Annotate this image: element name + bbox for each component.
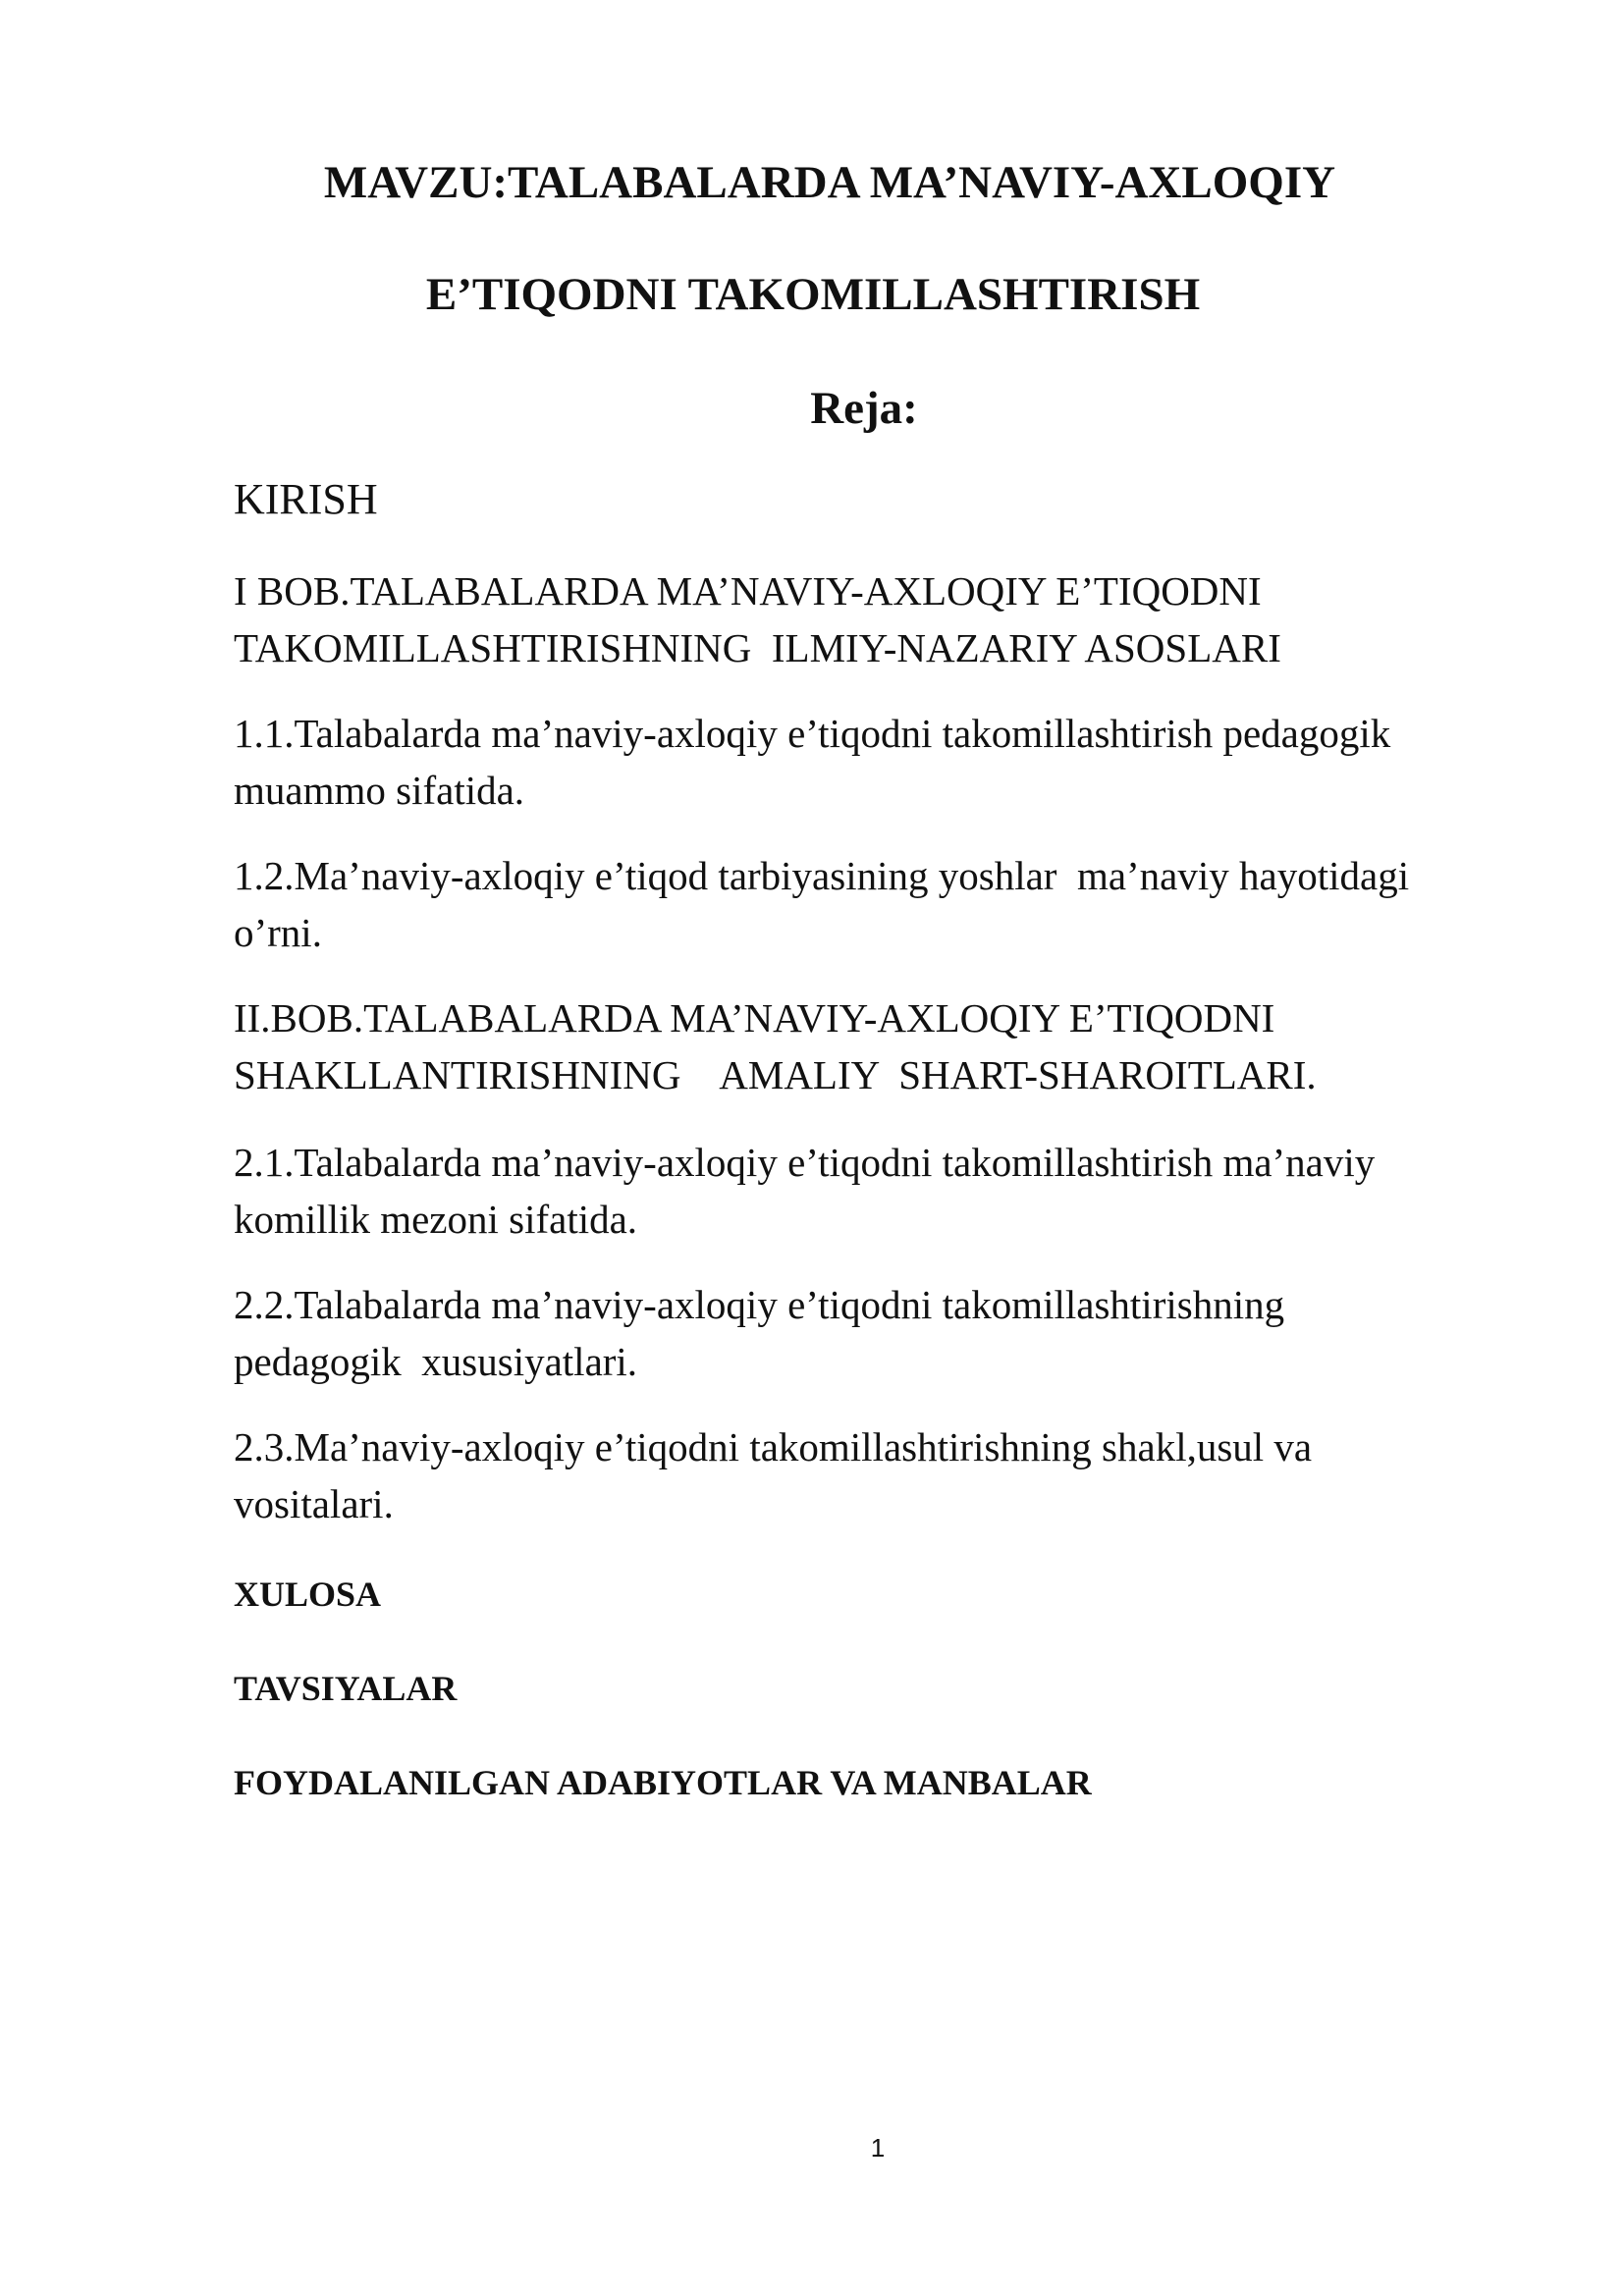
plan-item-text: 2.3.Ma’naviy-axloqiy e’tiqodni takomillashtirishning shakl,usul va [234, 1424, 1313, 1469]
plan-heading: Reja: [810, 383, 918, 434]
plan-item-introduction [234, 471, 1530, 528]
plan-item-text: vositalari. [234, 1481, 394, 1526]
plan-item-section-2-3 [234, 1418, 1530, 1532]
plan-item-section-1-1 [234, 705, 1530, 819]
plan-item-references: FOYDALANILGAN ADABIYOTLAR VA MANBALAR [234, 1763, 1092, 1802]
plan-item-text: SHAKLLANTIRISHNING AMALIY SHART-SHAROITLARI. [234, 1052, 1317, 1097]
plan-item-section-2-2 [234, 1276, 1530, 1390]
plan-item-text: TAKOMILLASHTIRISHNING ILMIY-NAZARIY ASOSLARI [234, 625, 1281, 670]
plan-item-text: 2.2.Talabalarda ma’naviy-axloqiy e’tiqodni takomillashtirishning [234, 1282, 1285, 1327]
plan-item-recommendations: TAVSIYALAR [234, 1669, 458, 1708]
plan-item-text: 2.1.Talabalarda ma’naviy-axloqiy e’tiqodni takomillashtirish ma’naviy [234, 1140, 1376, 1185]
plan-item-text: 1.1.Talabalarda ma’naviy-axloqiy e’tiqodni takomillashtirish pedagogik [234, 711, 1391, 756]
plan-item-text: I BOB.TALABALARDA MA’NAVIY-AXLOQIY E’TIQODNI [234, 568, 1262, 614]
plan-item-chapter-1 [234, 562, 1530, 676]
plan-item-section-2-1 [234, 1134, 1530, 1248]
plan-item-text: KIRISH [234, 475, 378, 523]
plan-item-text: o’rni. [234, 910, 322, 955]
plan-item-conclusion: XULOSA [234, 1575, 382, 1614]
plan-item-text: pedagogik xususiyatlari. [234, 1339, 638, 1384]
plan-item-text: komillik mezoni sifatida. [234, 1197, 638, 1242]
document-title-line-1: MAVZU:TALABALARDA MA’NAVIY-AXLOQIY [323, 157, 1336, 208]
plan-item-text: II.BOB.TALABALARDA MA’NAVIY-AXLOQIY E’TIQODNI [234, 995, 1275, 1041]
document-title-line-2: E’TIQODNI TAKOMILLASHTIRISH [425, 269, 1201, 320]
plan-item-text: muammo sifatida. [234, 768, 525, 813]
page-number: 1 [870, 2133, 886, 2163]
plan-item-chapter-2 [234, 989, 1530, 1103]
plan-item-text: 1.2.Ma’naviy-axloqiy e’tiqod tarbiyasining yoshlar ma’naviy hayotidagi [234, 853, 1410, 898]
plan-item-section-1-2 [234, 847, 1530, 961]
